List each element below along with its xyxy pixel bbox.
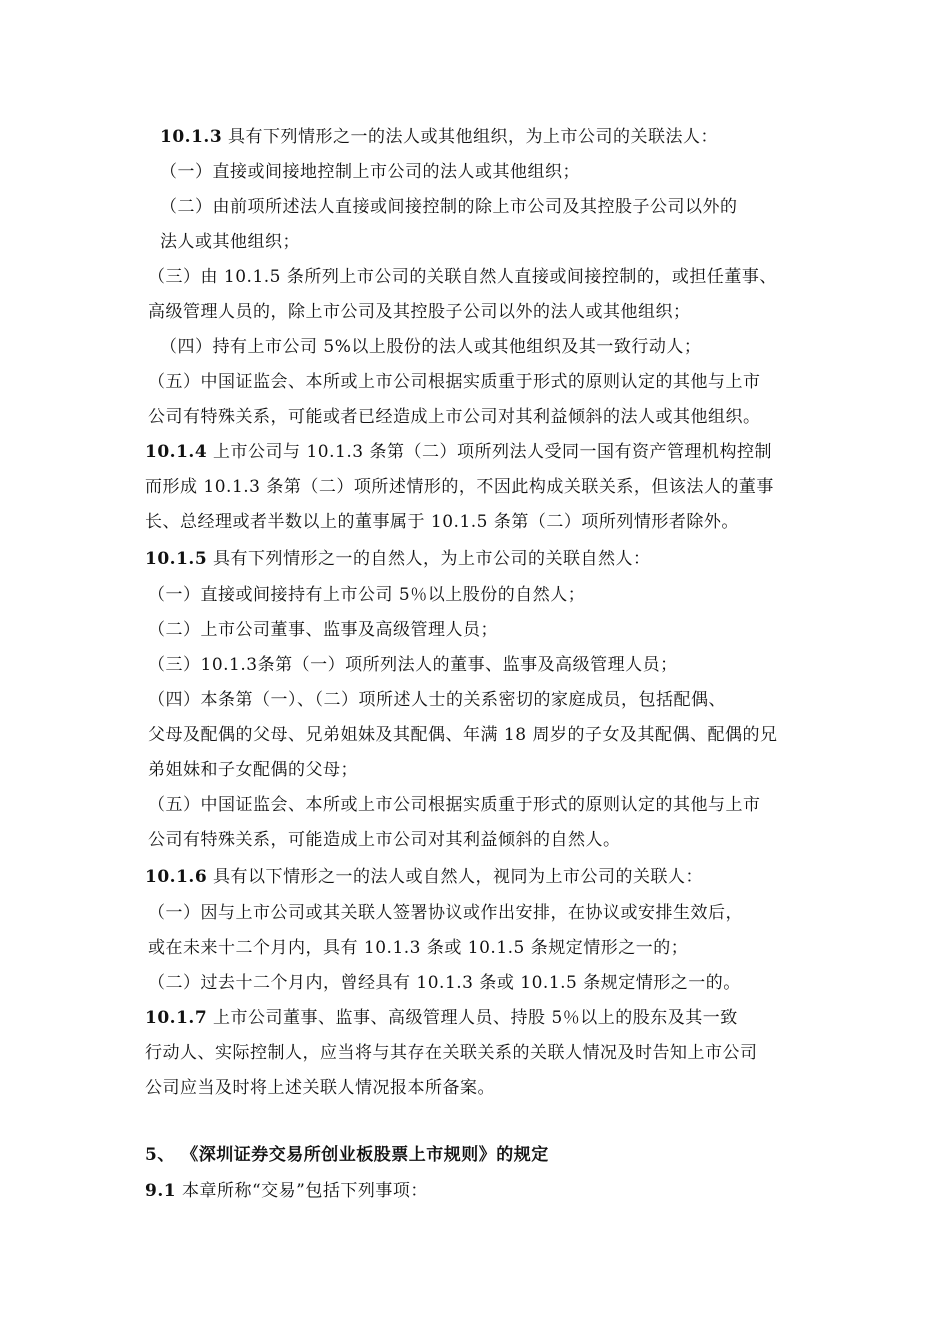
text-line: （三）由 10.1.5 条所列上市公司的关联自然人直接或间接控制的，或担任董事、 — [148, 267, 777, 287]
article-10-1-3-heading — [160, 125, 718, 149]
text-line: （一）直接或间接地控制上市公司的法人或其他组织； — [160, 162, 580, 182]
article-10-1-4-heading — [145, 440, 772, 464]
article-number: 10.1.6 — [145, 867, 208, 887]
text-line: （四）持有上市公司 5%以上股份的法人或其他组织及其一致行动人； — [160, 337, 702, 357]
article-text: 上市公司与 10.1.3 条第（二）项所列法人受同一国有资产管理机构控制 — [207, 442, 772, 462]
article-text: 具有下列情形之一的法人或其他组织，为上市公司的关联法人： — [222, 127, 719, 147]
text-line: 法人或其他组织； — [160, 232, 300, 252]
text-line: （二）由前项所述法人直接或间接控制的除上市公司及其控股子公司以外的 — [160, 197, 738, 217]
article-text: 具有下列情形之一的自然人，为上市公司的关联自然人： — [207, 549, 651, 569]
article-number: 10.1.3 — [160, 127, 223, 147]
text-line: （五）中国证监会、本所或上市公司根据实质重于形式的原则认定的其他与上市 — [148, 795, 761, 815]
article-number: 9.1 — [145, 1181, 177, 1201]
text-line: 父母及配偶的父母、兄弟姐妹及其配偶、年满 18 周岁的子女及其配偶、配偶的兄 — [148, 725, 778, 745]
article-number: 10.1.4 — [145, 442, 208, 462]
article-number: 10.1.5 — [145, 549, 208, 569]
article-text: 上市公司董事、监事、高级管理人员、持股 5％以上的股东及其一致 — [207, 1008, 738, 1028]
article-10-1-6-heading — [145, 865, 703, 889]
section-number: 5、 — [145, 1145, 175, 1165]
text-line: （一）因与上市公司或其关联人签署协议或作出安排，在协议或安排生效后， — [148, 903, 743, 923]
text-line: （二）过去十二个月内，曾经具有 10.1.3 条或 10.1.5 条规定情形之一的。 — [148, 973, 741, 993]
text-line: （五）中国证监会、本所或上市公司根据实质重于形式的原则认定的其他与上市 — [148, 372, 761, 392]
text-line: 弟姐妹和子女配偶的父母； — [148, 760, 358, 780]
article-number: 10.1.7 — [145, 1008, 208, 1028]
text-line: （一）直接或间接持有上市公司 5％以上股份的自然人； — [148, 585, 586, 605]
section-5-heading — [145, 1143, 549, 1167]
text-line: 公司有特殊关系，可能造成上市公司对其利益倾斜的自然人。 — [148, 830, 621, 850]
text-line: 公司应当及时将上述关联人情况报本所备案。 — [145, 1078, 495, 1098]
article-9-1-heading — [145, 1179, 428, 1203]
article-text: 本章所称“交易”包括下列事项： — [176, 1181, 428, 1201]
section-title: 《深圳证券交易所创业板股票上市规则》的规定 — [174, 1145, 549, 1165]
text-line: 公司有特殊关系，可能或者已经造成上市公司对其利益倾斜的法人或其他组织。 — [148, 407, 761, 427]
text-line: （四）本条第（一）、（二）项所述人士的关系密切的家庭成员，包括配偶、 — [148, 690, 726, 710]
text-line: 高级管理人员的，除上市公司及其控股子公司以外的法人或其他组织； — [148, 302, 691, 322]
text-line: 长、总经理或者半数以上的董事属于 10.1.5 条第（二）项所列情形者除外。 — [145, 512, 739, 532]
text-line: 行动人、实际控制人，应当将与其存在关联关系的关联人情况及时告知上市公司 — [145, 1043, 758, 1063]
text-line: （二）上市公司董事、监事及高级管理人员； — [148, 620, 498, 640]
text-line: （三）10.1.3条第（一）项所列法人的董事、监事及高级管理人员； — [148, 655, 678, 675]
article-text: 具有以下情形之一的法人或自然人，视同为上市公司的关联人： — [207, 867, 704, 887]
text-line: 而形成 10.1.3 条第（二）项所述情形的，不因此构成关联关系，但该法人的董事 — [145, 477, 774, 497]
article-10-1-5-heading — [145, 547, 651, 571]
text-line: 或在未来十二个月内，具有 10.1.3 条或 10.1.5 条规定情形之一的； — [148, 938, 689, 958]
article-10-1-7-heading — [145, 1006, 738, 1030]
